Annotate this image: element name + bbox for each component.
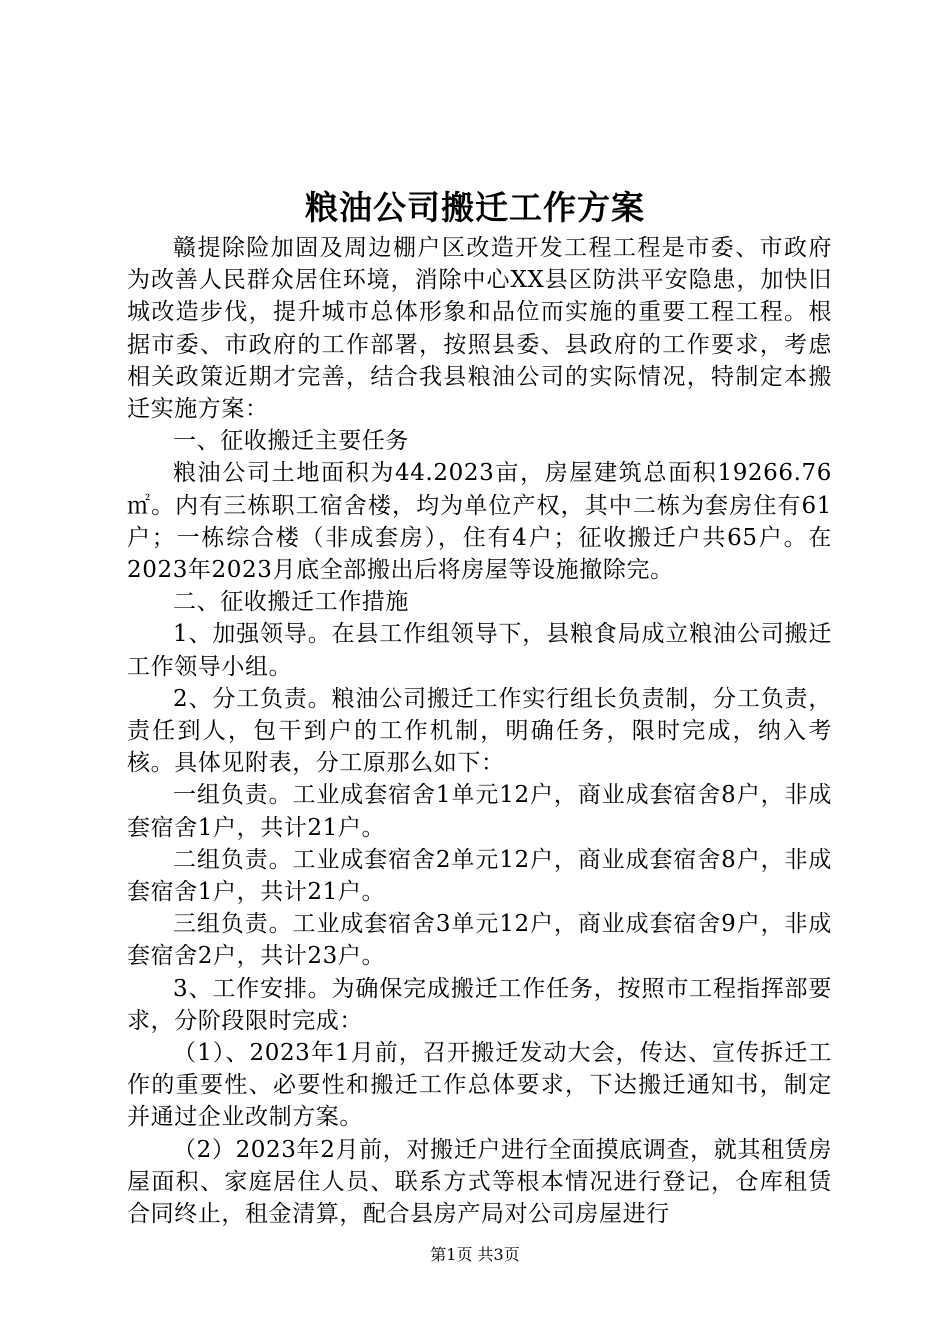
document-body [127, 232, 832, 1230]
paragraph-division: 2、分工负责。粮油公司搬迁工作实行组长负责制，分工负责，责任到人，包干到户的工作机制，明确任务，限时完成，纳入考核。具体见附表，分工原那么如下： [127, 685, 832, 777]
page-footer: 第1页 共3页 [430, 1245, 520, 1264]
paragraph-step-1: （1）、2023年1月前，召开搬迁发动大会，传达、宣传拆迁工作的重要性、必要性和搬迁工作总体要求，下达搬迁通知书，制定并通过企业改制方案。 [127, 1040, 832, 1131]
paragraph-land-area: 粮油公司土地面积为44.2023亩，房屋建筑总面积19266.76㎡。内有三栋职工宿舍楼，均为单位产权，其中二栋为套房住有61户；一栋综合楼（非成套房），住有4户；征收搬迁户共65户。在2023年2023月底全部搬出后将房屋等设施撤除完。 [127, 460, 832, 584]
paragraph-intro: 赣提除险加固及周边棚户区改造开发工程工程是市委、市政府为改善人民群众居住环境，消除中心XX县区防洪平安隐患，加快旧城改造步伐，提升城市总体形象和品位而实施的重要工程工程。根据市委、市政府的工作部署，按照县委、县政府的工作要求，考虑相关政策近期才完善，结合我县粮油公司的实际情况，特制定本搬迁实施方案： [127, 235, 832, 423]
paragraph-leadership: 1、加强领导。在县工作组领导下，县粮食局成立粮油公司搬迁工作领导小组。 [127, 621, 832, 680]
document-title: 粮油公司搬迁工作方案 [305, 188, 645, 227]
paragraph-step-2: （2）2023年2月前，对搬迁户进行全面摸底调查，就其租赁房屋面积、家庭居住人员、联系方式等根本情况进行登记，仓库租赁合同终止，租金清算，配合县房产局对公司房屋进行 [127, 1136, 832, 1228]
paragraph-group-3: 三组负责。工业成套宿舍3单元12户，商业成套宿舍9户，非成套宿舍2户，共计23户。 [127, 911, 832, 970]
paragraph-schedule: 3、工作安排。为确保完成搬迁工作任务，按照市工程指挥部要求，分阶段限时完成： [127, 975, 832, 1034]
section-heading-2: 二、征收搬迁工作措施 [173, 589, 409, 616]
section-heading-1: 一、征收搬迁主要任务 [173, 428, 409, 455]
paragraph-group-2: 二组负责。工业成套宿舍2单元12户，商业成套宿舍8户，非成套宿舍1户，共计21户。 [127, 846, 832, 906]
paragraph-group-1: 一组负责。工业成套宿舍1单元12户，商业成套宿舍8户，非成套宿舍1户，共计21户。 [127, 782, 832, 841]
